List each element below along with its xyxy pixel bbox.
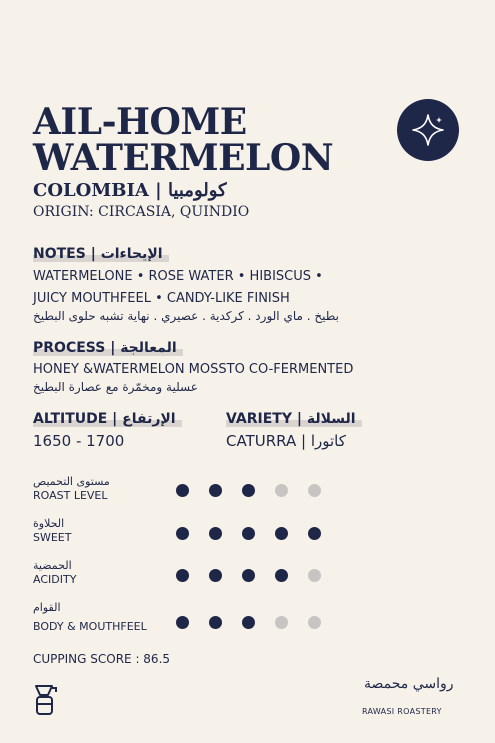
rating-dot-filled	[242, 484, 255, 497]
rating-dot-filled	[242, 569, 255, 582]
body-dots	[176, 616, 321, 629]
acidity-label: ACIDITY	[33, 573, 77, 586]
notes-heading-en: NOTES |	[33, 246, 96, 262]
roast-level-dots	[176, 484, 321, 497]
rating-dot-filled	[242, 616, 255, 629]
rating-dot-empty	[275, 484, 288, 497]
roast-level-label: ROAST LEVEL	[33, 489, 108, 502]
process-arabic: عسلية ومخمّرة مع عصارة البطيخ	[33, 380, 198, 394]
rating-dot-empty	[275, 616, 288, 629]
sparkle-star-icon	[409, 111, 447, 149]
country: COLOMBIA | كولومبيا	[33, 180, 227, 201]
coffee-title-line1: AIL-HOME	[33, 100, 247, 144]
body-arabic: القوام	[33, 601, 61, 614]
rating-dot-filled	[308, 527, 321, 540]
rating-dot-filled	[209, 569, 222, 582]
altitude-heading	[33, 411, 182, 427]
origin: ORIGIN: CIRCASIA, QUINDIO	[33, 204, 250, 220]
rating-dot-empty	[308, 484, 321, 497]
rating-dot-filled	[275, 569, 288, 582]
cupping-score: CUPPING SCORE : 86.5	[33, 652, 171, 666]
rating-dot-filled	[176, 569, 189, 582]
acidity-arabic: الحمضية	[33, 559, 72, 572]
sweet-arabic: الحلاوة	[33, 517, 65, 530]
process-heading-ar: المعالجة	[120, 340, 177, 356]
notes-heading-ar: الإيحاءات	[100, 246, 163, 262]
process-heading	[33, 340, 183, 356]
roast-level-arabic: مستوى التحميص	[33, 475, 110, 488]
rating-dot-filled	[209, 616, 222, 629]
altitude-value: 1650 - 1700	[33, 432, 125, 450]
variety-heading-ar: السلالة	[306, 411, 356, 427]
coffee-brewer-icon	[33, 684, 59, 720]
sweet-label: SWEET	[33, 531, 72, 544]
process-heading-en: PROCESS |	[33, 340, 116, 356]
brand-logo-arabic: رواسي محمصة	[364, 676, 454, 692]
acidity-dots	[176, 569, 321, 582]
variety-value: CATURRA | كاتورا	[226, 432, 346, 450]
rating-dot-filled	[275, 527, 288, 540]
altitude-heading-ar: الإرتفاع	[122, 411, 176, 427]
rating-dot-filled	[209, 484, 222, 497]
body-label: BODY & MOUTHFEEL	[33, 620, 147, 633]
notes-heading	[33, 246, 169, 262]
variety-heading	[226, 411, 362, 427]
variety-heading-en: VARIETY |	[226, 411, 302, 427]
rating-dot-filled	[176, 527, 189, 540]
badge	[397, 99, 459, 161]
rating-dot-filled	[209, 527, 222, 540]
rating-dot-filled	[176, 616, 189, 629]
rating-dot-filled	[176, 484, 189, 497]
brand-logo-english: RAWASI ROASTERY	[362, 707, 442, 716]
notes-line-1: WATERMELONE • ROSE WATER • HIBISCUS •	[33, 269, 323, 284]
rating-dot-empty	[308, 616, 321, 629]
rating-dot-empty	[308, 569, 321, 582]
rating-dot-filled	[242, 527, 255, 540]
process-line-1: HONEY &WATERMELON MOSSTO CO-FERMENTED	[33, 362, 354, 377]
notes-line-2: JUICY MOUTHFEEL • CANDY-LIKE FINISH	[33, 291, 290, 306]
sweet-dots	[176, 527, 321, 540]
coffee-title-line2: WATERMELON	[33, 136, 334, 180]
notes-arabic: بطيخ . ماي الورد . كركدية . عصيري . نهاية تشبه حلوى البطيخ	[33, 309, 339, 323]
altitude-heading-en: ALTITUDE |	[33, 411, 118, 427]
